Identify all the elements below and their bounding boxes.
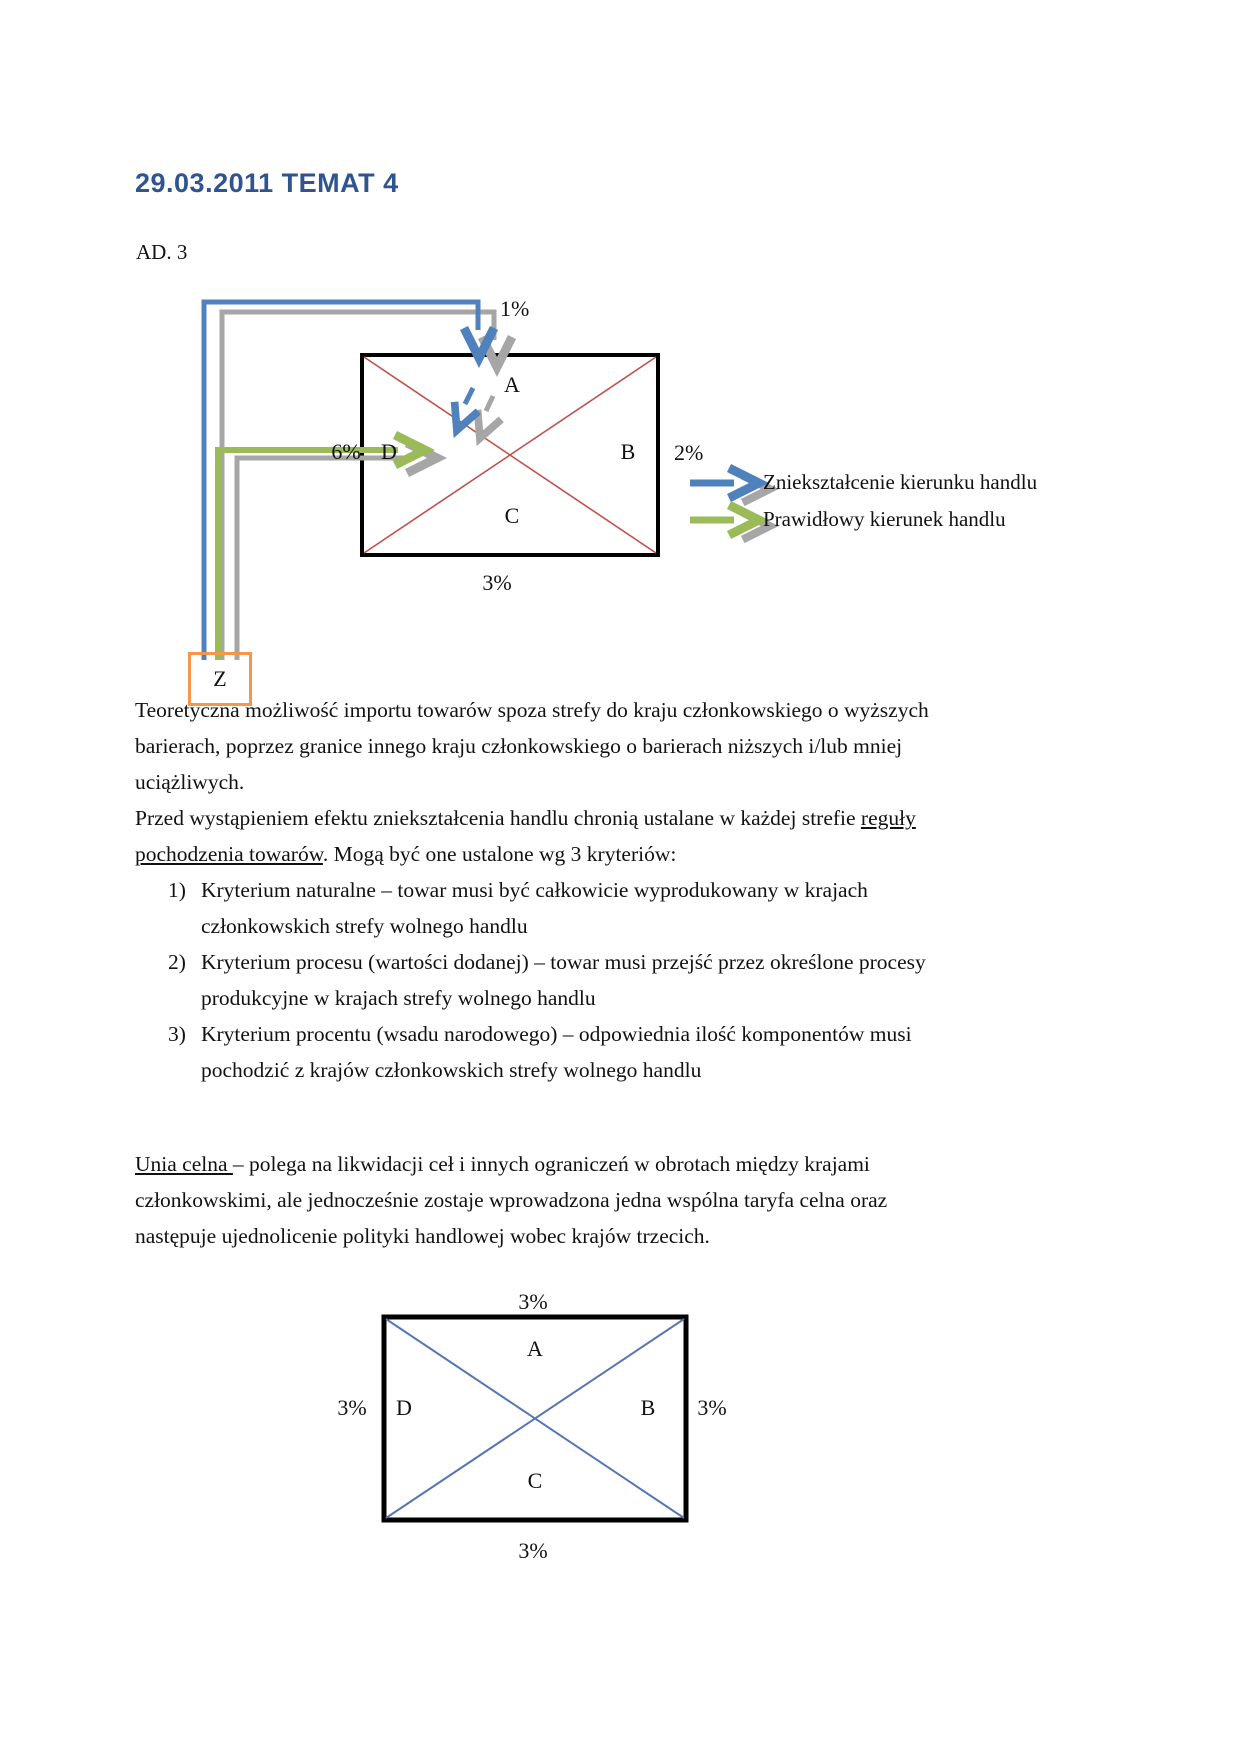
diagram2-canvas xyxy=(0,1280,1240,1570)
list-item-continuation: pochodzić z krajów członkowskich strefy wolnego handlu xyxy=(201,1058,702,1082)
distorted-route-shadow xyxy=(222,312,512,660)
paragraph-line: członkowskimi, ale jednocześnie zostaje wprowadzona jedna wspólna taryfa celna oraz xyxy=(135,1188,888,1212)
legend-distorted-label: Zniekształcenie kierunku handlu xyxy=(763,470,1038,494)
list-item: 3) Kryterium procentu (wsadu narodowego) – odpowiednia ilość komponentów musi xyxy=(168,1022,912,1046)
list-item: 2) Kryterium procesu (wartości dodanej) – towar musi przejść przez określone procesy xyxy=(168,950,926,974)
paragraph-line: Teoretyczna możliwość importu towarów spoza strefy do kraju członkowskiego o wyższych xyxy=(135,698,929,722)
country-b-label: B xyxy=(620,439,636,464)
country2-a-label: A xyxy=(527,1336,543,1361)
correct-route xyxy=(218,435,425,660)
tariff-label-bottom: 3% xyxy=(482,570,512,595)
paragraph-line: pochodzenia towarów. Mogą być one ustalone wg 3 kryteriów: xyxy=(135,842,677,866)
tariff-label-right: 2% xyxy=(674,440,704,465)
correct-route-shadow xyxy=(237,443,437,660)
country-c-label: C xyxy=(504,503,520,528)
section-label: AD. 3 xyxy=(136,240,188,264)
country2-c-label: C xyxy=(527,1468,543,1493)
tariff2-label-top: 3% xyxy=(518,1289,548,1314)
tariff-label-left: 6% xyxy=(331,439,361,464)
country-d-label: D xyxy=(381,439,397,464)
country2-d-label: D xyxy=(396,1395,412,1420)
tariff-label-top: 1% xyxy=(500,296,530,321)
page-title: 29.03.2011 TEMAT 4 xyxy=(135,168,399,198)
tariff2-label-left: 3% xyxy=(337,1395,367,1420)
paragraph-line: barierach, poprzez granice innego kraju członkowskiego o barierach niższych i/lub mniej xyxy=(135,734,903,758)
outside-country-label: Z xyxy=(213,666,227,691)
tariff2-label-right: 3% xyxy=(697,1395,727,1420)
unia-celna-paragraph xyxy=(135,1146,1135,1254)
legend-arrow-distorted xyxy=(690,468,770,503)
paragraph-line: następuje ujednolicenie polityki handlowej wobec krajów trzecich. xyxy=(135,1224,710,1248)
paragraph-line: uciążliwych. xyxy=(135,770,245,794)
tariff2-label-bottom: 3% xyxy=(518,1538,548,1563)
paragraph-line: Unia celna – polega na likwidacji ceł i innych ograniczeń w obrotach między krajami xyxy=(135,1152,870,1176)
diagram1-canvas xyxy=(0,250,1240,720)
body-text-block xyxy=(135,692,1135,1088)
list-item-continuation: produkcyjne w krajach strefy wolnego handlu xyxy=(201,986,596,1010)
list-item-continuation: członkowskich strefy wolnego handlu xyxy=(201,914,528,938)
legend-arrow-correct xyxy=(690,505,770,540)
paragraph-line: Przed wystąpieniem efektu zniekształcenia handlu chronią ustalane w każdej strefie reguły xyxy=(135,806,916,830)
list-item: 1) Kryterium naturalne – towar musi być całkowicie wyprodukowany w krajach xyxy=(168,878,868,902)
country2-b-label: B xyxy=(640,1395,656,1420)
country-a-label: A xyxy=(504,372,520,397)
legend-correct-label: Prawidłowy kierunek handlu xyxy=(763,507,1006,531)
